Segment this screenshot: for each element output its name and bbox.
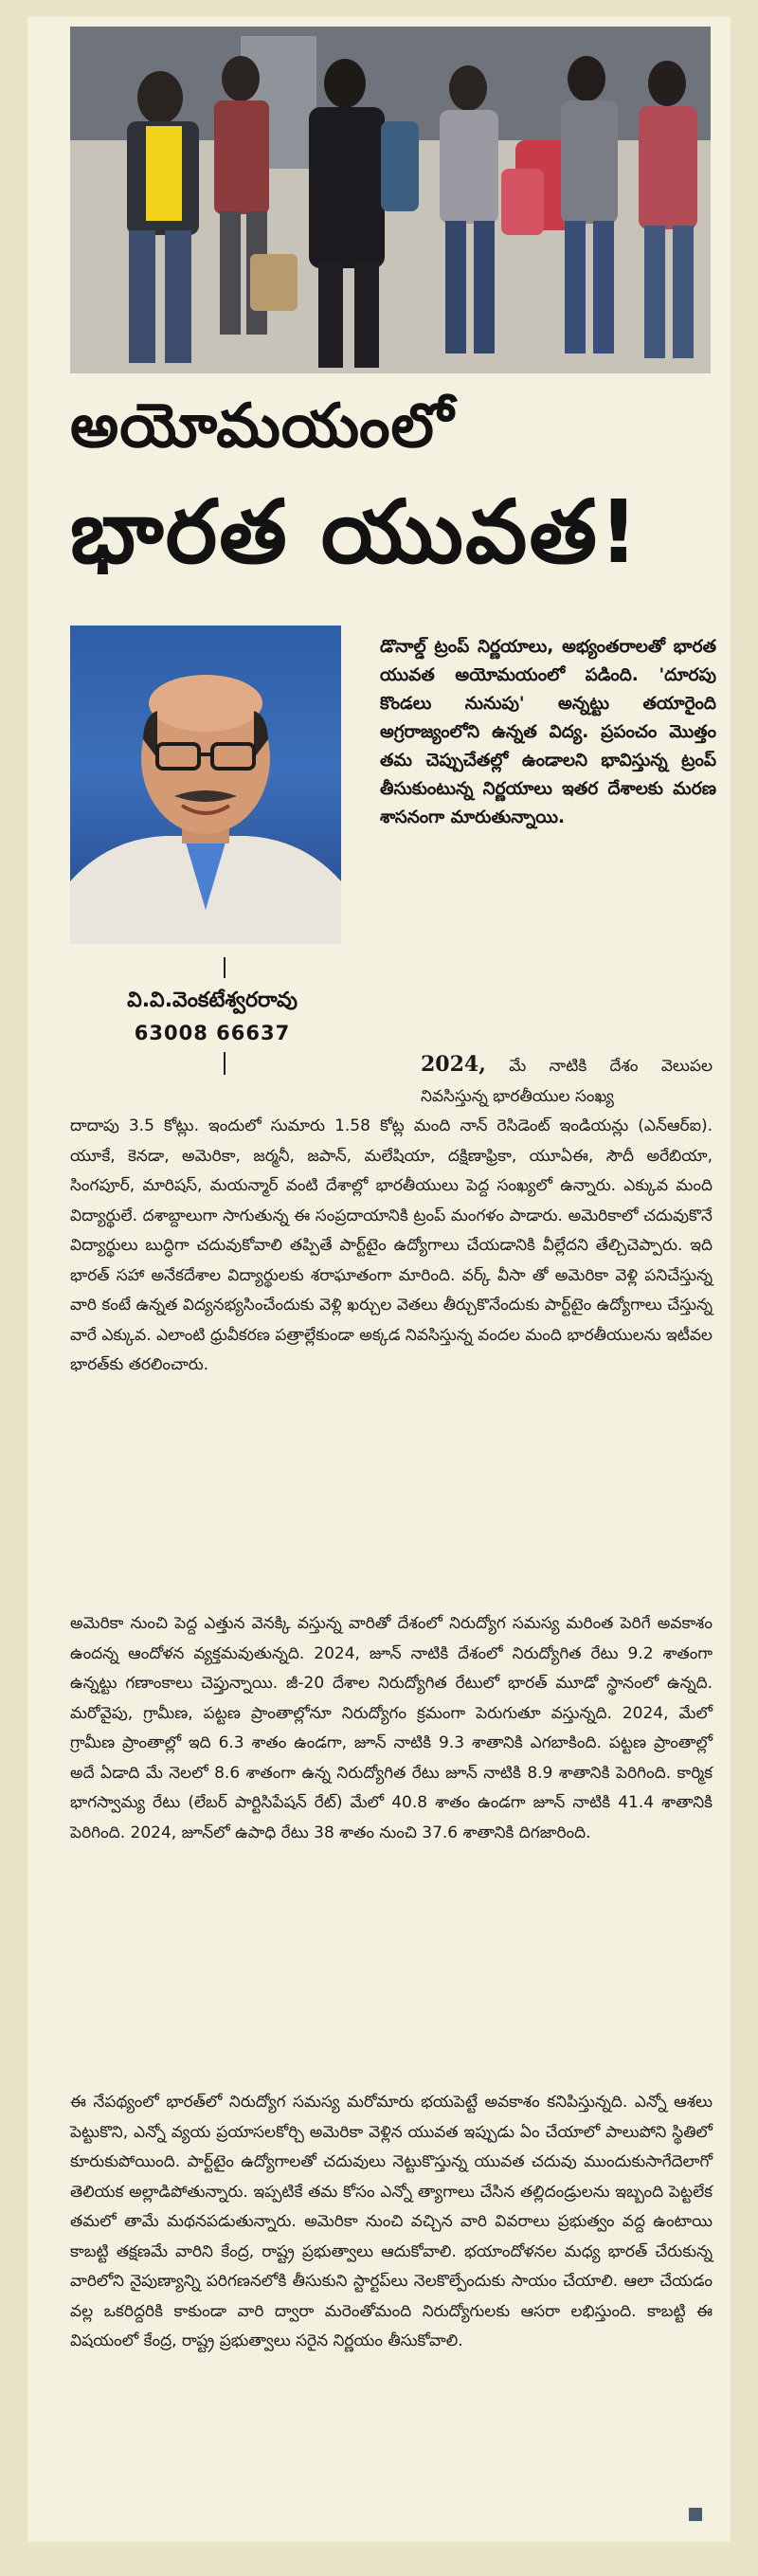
headline-line-2: భారత యువత! bbox=[70, 481, 641, 583]
students-photo bbox=[70, 27, 711, 373]
paragraph-1-text: దాదాపు 3.5 కోట్లు. ఇందులో సుమారు 1.58 కోట్ల మంది నాన్ రెసిడెంట్ ఇండియన్లు (ఎన్ఆర్ఐ). యూకే, కెనడా, అమెరికా, జర్మనీ, జపాన్, మలేషియా, దక్షిణాఫ్రికా, యూఏఈ, సౌదీ అరేబియా, సింగపూర్, మారిషస్, మయన్మార్ వంటి దేశాల్లో భారతీయులు పెద్ద సంఖ్యలో ఉన్నారు. ఎక్కువ మంది విద్యార్థులే. దశాబ్దాలుగా సాగుతున్న ఈ సంప్రదాయానికి ట్రంప్ మంగళం పాడారు. అమెరికాలో చదువుకొనే విద్యార్థులు బుద్ధిగా చదువుకోవాలి తప్పితే పార్ట్‌టైం ఉద్యోగాలు చేయడానికి వీల్లేదని తేల్చిచెప్పారు. ఇది భారత్ సహా అనేకదేశాల విద్యార్థులకు శరాఘాతంగా మారింది. వర్క్ వీసా తో అమెరికా వెళ్లి పనిచేస్తున్న వారి కంటే ఉన్నత విద్యనభ్యసించేందుకు వెళ్లి ఖర్చుల వెతలు తీర్చుకొనేందుకు పార్ట్‌టైం ఉద్యోగాలు చేస్తున్న వారే ఎక్కువ. ఎలాంటి ధ్రువీకరణ పత్రాల్లేకుండా అక్కడ నివసిస్తున్న వందల మంది భారతీయులను ఇటీవల భారత్‌కు తరలించారు. bbox=[70, 1116, 713, 1374]
author-phone: 63008 66637 bbox=[134, 1022, 291, 1044]
author-name: వి.వి.వెంకటేశ్వరరావు bbox=[127, 989, 298, 1012]
newspaper-article bbox=[27, 17, 731, 2542]
paragraph-1-number: 2024, bbox=[421, 1052, 486, 1077]
paragraph-2: అమెరికా నుంచి పెద్ద ఎత్తున వెనక్కి వస్తున్న వారితో దేశంలో నిరుద్యోగ సమస్య మరింత పెరిగే అవకాశం ఉందన్న ఆందోళన వ్యక్తమవుతున్నది. 2024, జూన్ నాటికి దేశంలో నిరుద్యోగిత రేటు 9.2 శాతంగా ఉన్నట్టు గణాంకాలు చెప్తున్నాయి. జీ-20 దేశాల నిరుద్యోగిత రేటులో భారత్ మూడో స్థానంలో ఉన్నది. మరోవైపు, గ్రామీణ, పట్టణ ప్రాంతాల్లోనూ నిరుద్యోగం క్రమంగా పెరుగుతూ వస్తున్నది. 2024, మేలో గ్రామీణ ప్రాంతాల్లో ఇది 6.3 శాతం ఉండగా, జూన్ నాటికి 9.3 శాతానికి ఎగబాకింది. పట్టణ ప్రాంతాల్లో అదే ఏడాది మే నెలలో 8.6 శాతంగా ఉన్న నిరుద్యోగిత రేటు జూన్ నాటికి 8.9 శాతానికి పెరిగింది. కార్మిక భాగస్వామ్య రేటు (లేబర్ పార్టిసిపేషన్ రేట్) మేలో 40.8 శాతం ఉండగా జూన్ నాటికి 41.4 శాతానికి పెరిగింది. 2024, జూన్‌లో ఉపాధి రేటు 38 శాతం నుంచి 37.6 శాతానికి దిగజారింది. bbox=[70, 1614, 713, 1842]
headline-line-1: అయోమయంలో bbox=[70, 391, 455, 462]
author-divider-top bbox=[224, 957, 226, 978]
article-lead: డొనాల్డ్ ట్రంప్ నిర్ణయాలు, అభ్యంతరాలతో భారత యువత అయోమయంలో పడింది. 'దూరపు కొండలు నునుపు' అన్నట్టు తయారైంది అగ్రరాజ్యంలోని ఉన్నత విద్య. ప్రపంచం మొత్తం తమ చెప్పుచేతల్లో ఉండాలని భావిస్తున్న ట్రంప్ తీసుకుంటున్న నిర్ణయాలు ఇతర దేశాలకు మరణ శాసనంగా మారుతున్నాయి. bbox=[380, 637, 716, 827]
paragraph-3: ఈ నేపథ్యంలో భారత్‌లో నిరుద్యోగ సమస్య మరోమారు భయపెట్టే అవకాశం కనిపిస్తున్నది. ఎన్నో ఆశలు పెట్టుకొని, ఎన్నో వ్యయ ప్రయాసలకోర్చి అమెరికా వెళ్లిన యువత ఇప్పుడు ఏం చేయాలో పాలుపోని స్థితిలో కూరుకుపోయింది. పార్ట్‌టైం ఉద్యోగాలతో చదువులు నెట్టుకొస్తున్న యువత చదువు ముందుకుసాగేదెలాగో తెలియక అల్లాడిపోతున్నారు. ఇప్పటికే తమ కోసం ఎన్నో త్యాగాలు చేసిన తల్లిదండ్రులను ఇబ్బంది పెట్టలేక తమలో తామే మథనపడుతున్నారు. అమెరికా నుంచి వచ్చిన వారి వివరాలు ప్రభుత్వం వద్ద ఉంటాయి కాబట్టి తక్షణమే వారిని కేంద్ర, రాష్ట్ర ప్రభుత్వాలు ఆదుకోవాలి. భయాందోళనల మధ్య భారత్ చేరుకున్న వారిలోని నైపుణ్యాన్ని పరిగణనలోకి తీసుకుని స్టార్టప్‌లు నెలకొల్పేందుకు సాయం చేయాలి. ఆలా చేయడం వల్ల ఒకరిద్దరికి కాకుండా వారి ద్వారా మరెంతోమంది నిరుద్యోగులకు ఆసరా లభిస్తుంది. కాబట్టి ఈ విషయంలో కేంద్ర, రాష్ట్ర ప్రభుత్వాలు సరైన నిర్ణయం తీసుకోవాలి. bbox=[70, 2093, 713, 2350]
paragraph-1 bbox=[70, 1050, 713, 1381]
paragraph-1-first: మే నాటికి దేశం వెలుపల నివసిస్తున్న భారతీయుల సంఖ్య bbox=[421, 1057, 713, 1106]
end-of-article-mark bbox=[689, 2508, 702, 2521]
paragraph-1-opening bbox=[70, 1050, 713, 1112]
author-photo bbox=[70, 626, 341, 944]
